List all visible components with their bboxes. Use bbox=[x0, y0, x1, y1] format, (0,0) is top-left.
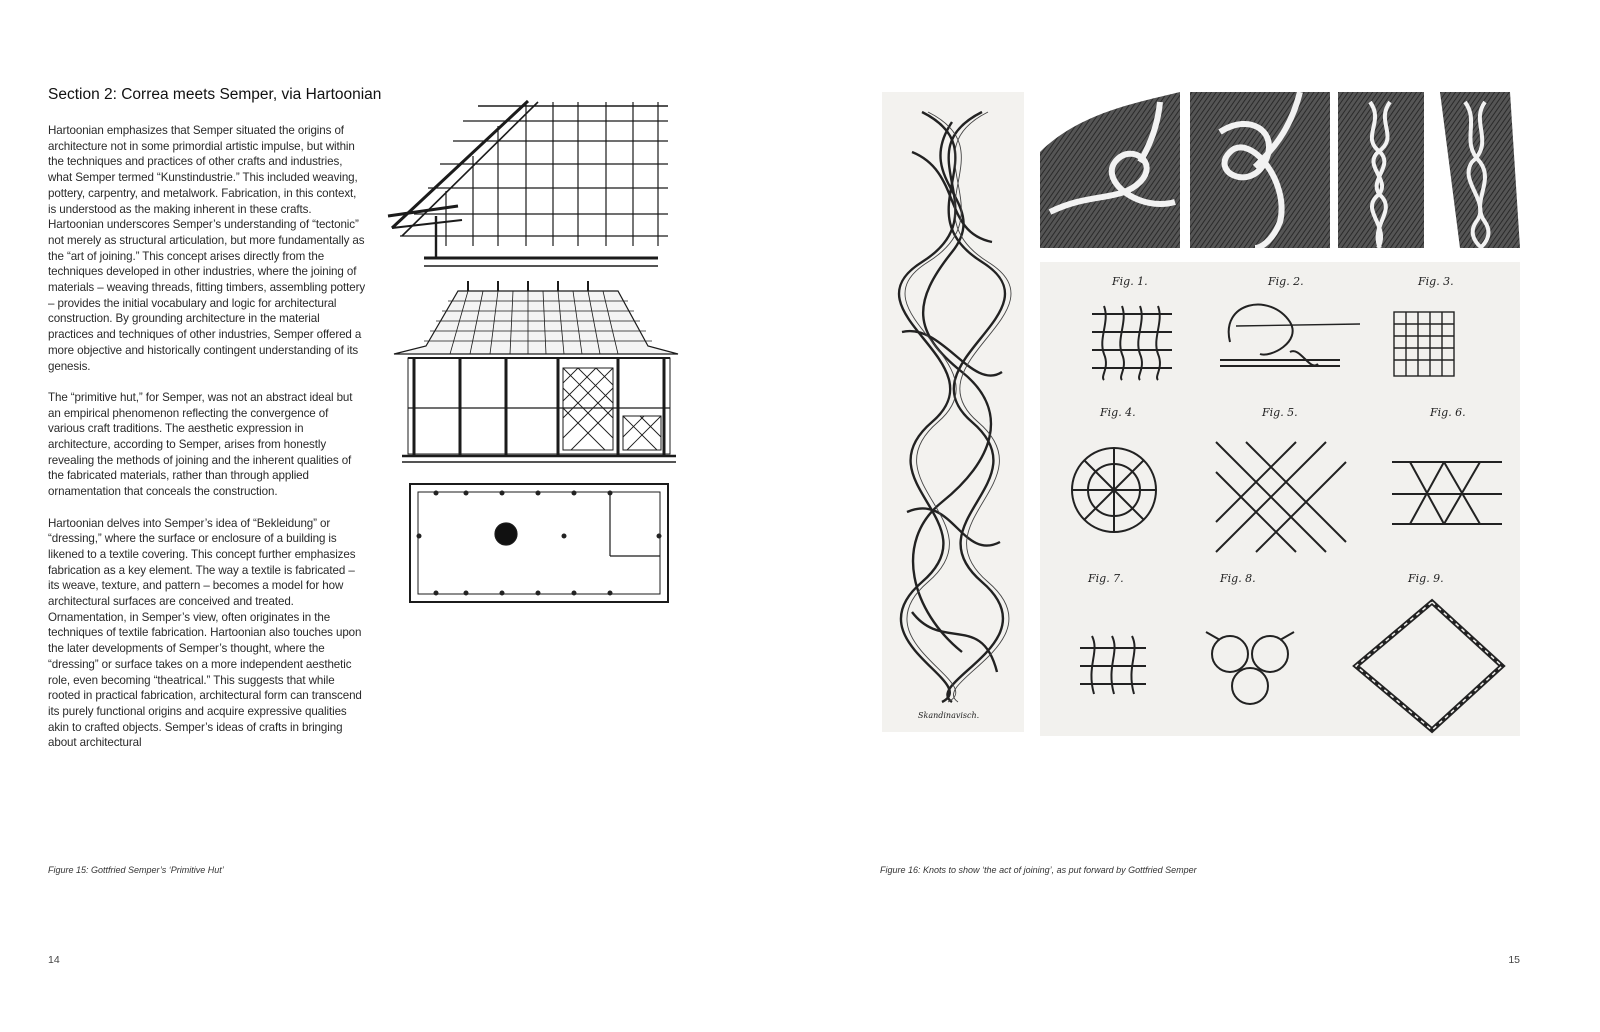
knot-photo-1 bbox=[1040, 92, 1180, 248]
knot-fig-6 bbox=[1392, 462, 1502, 524]
knot-photographs bbox=[1040, 92, 1520, 248]
hut-elevation bbox=[394, 281, 678, 462]
fig-label-6: Fig. 6. bbox=[1430, 406, 1466, 419]
fig-label-9: Fig. 9. bbox=[1408, 572, 1444, 585]
paragraph-1: Hartoonian emphasizes that Semper situated the origins of architecture not in some primordial artistic impulse, but within the techniques and practices of other crafts and industries, what Semper termed “Kunstindustrie.” This included weaving, pottery, carpentry, and metalwork. Fabrication, in this context, is understood as the making inherent in these crafts. Hartoonian underscores Semper’s understanding of “tectonic” not merely as structural articulation, but more fundamentally as the “art of joining.” This concept arises directly from the techniques developed in other industries, where the joining of materials – weaving threads, fitting timbers, assembling pottery – provides the initial vocabulary and logic for architectural construction. By grounding architecture in the material practices and techniques of other industries, Semper offered a more objective and historically contingent understanding of its genesis. bbox=[48, 124, 366, 373]
knot-photo-2 bbox=[1190, 92, 1330, 248]
fig-label-7: Fig. 7. bbox=[1088, 572, 1124, 585]
figure-15-caption: Figure 15: Gottfried Semper’s ‘Primitive Hut’ bbox=[48, 865, 224, 875]
knot-fig-9 bbox=[1356, 602, 1502, 730]
knot-fig-2 bbox=[1220, 305, 1360, 366]
knot-fig-4 bbox=[1072, 448, 1156, 532]
knot-figures-grid bbox=[1040, 262, 1520, 736]
fig-label-2: Fig. 2. bbox=[1268, 275, 1304, 288]
knot-fig-1 bbox=[1092, 306, 1172, 380]
paragraph-3: Hartoonian delves into Semper’s idea of “Bekleidung” or “dressing,” where the surface or enclosure of a building is likened to a textile covering. This concept further emphasizes fabrication as a key element. The way a textile is fabricated – its weave, texture, and pattern – becomes a model for how architectural surfaces are conceived and treated. Ornamentation, in Semper’s view, often originates in the techniques of textile fabrication. Hartoonian also touches upon the later developments of Semper’s thought, where the “dressing” or surface takes on a more independent aesthetic role, even becoming “theatrical.” This suggests that while rooted in practical fabrication, architectural form can transcend its purely functional origins and acquire expressive qualities akin to crafted objects. Semper’s ideas of crafts in bringing about architectural bbox=[48, 516, 362, 750]
hut-floor-plan bbox=[410, 484, 668, 602]
fig-label-8: Fig. 8. bbox=[1220, 572, 1256, 585]
fig-label-5: Fig. 5. bbox=[1262, 406, 1298, 419]
knot-photo-4 bbox=[1434, 92, 1520, 248]
fig-label-1: Fig. 1. bbox=[1112, 275, 1148, 288]
knot-fig-8 bbox=[1206, 632, 1294, 704]
roof-structure-detail bbox=[388, 101, 668, 266]
page-number-left: 14 bbox=[48, 954, 60, 966]
figure-16-caption: Figure 16: Knots to show ‘the act of joining’, as put forward by Gottfried Semper bbox=[880, 865, 1197, 875]
knot-fig-5 bbox=[1216, 442, 1346, 552]
knot-fig-7 bbox=[1080, 636, 1146, 694]
primitive-hut-illustration bbox=[378, 96, 698, 608]
section-title: Section 2: Correa meets Semper, via Hartoonian bbox=[48, 86, 382, 103]
knot-photo-3 bbox=[1338, 92, 1424, 248]
knot-fig-3 bbox=[1394, 312, 1454, 376]
body-text bbox=[48, 123, 366, 767]
page-number-right: 15 bbox=[1508, 954, 1520, 966]
fig-label-3: Fig. 3. bbox=[1418, 275, 1454, 288]
scandinavian-interlace-strip bbox=[882, 92, 1024, 732]
paragraph-2: The “primitive hut,” for Semper, was not an abstract ideal but an empirical phenomenon reflecting the convergence of various craft traditions. The aesthetic expression in architecture, according to Semper, arises from honestly revealing the methods of joining and the inherent qualities of the fabricated materials, rather than through applied ornamentation that conceals the construction. bbox=[48, 390, 353, 499]
strip-label: Skandinavisch. bbox=[918, 711, 980, 720]
fig-label-4: Fig. 4. bbox=[1100, 406, 1136, 419]
